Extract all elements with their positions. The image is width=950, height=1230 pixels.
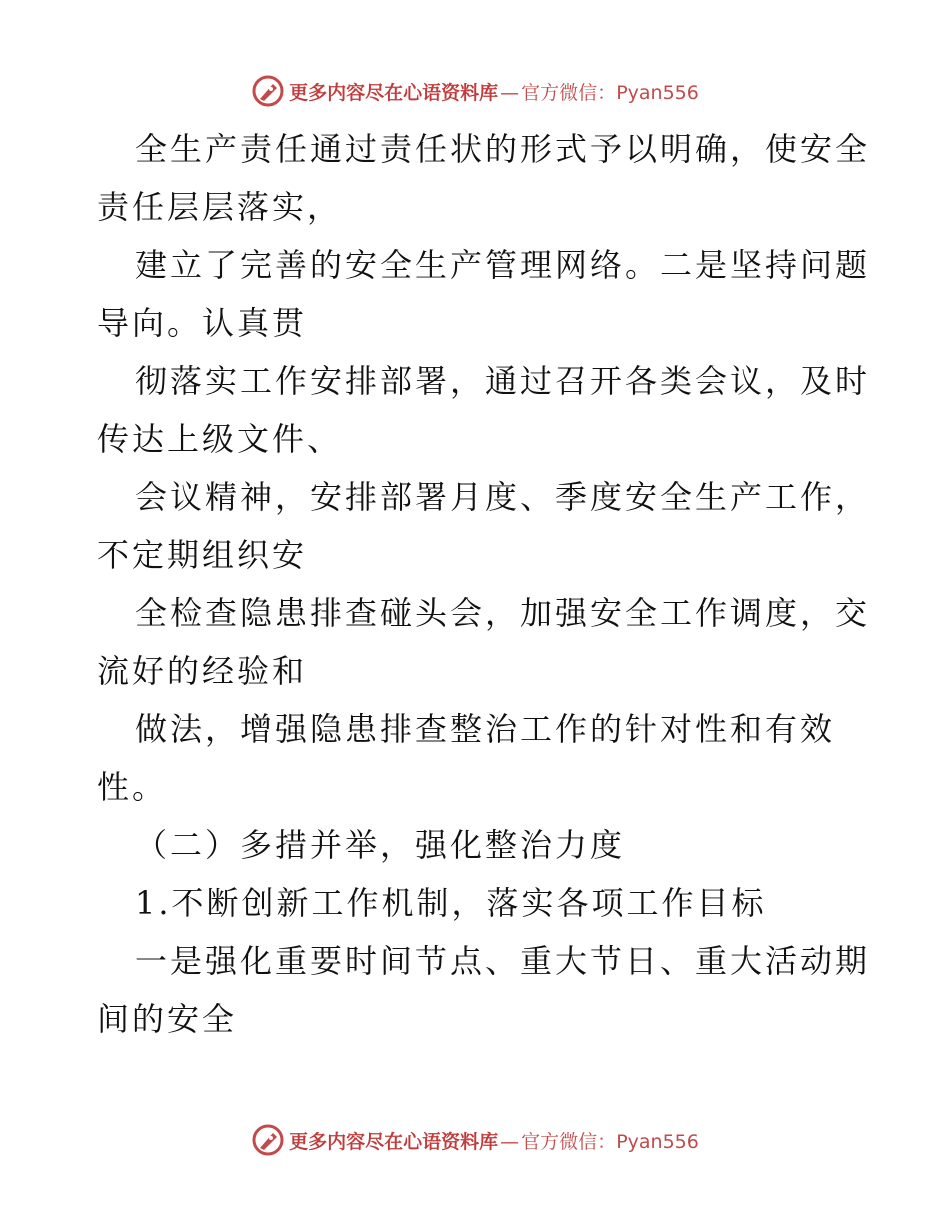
header-text	[289, 78, 699, 105]
body-line: 不定期组织安	[97, 536, 308, 574]
footer-text	[289, 1127, 699, 1154]
body-line: 1.不断创新工作机制，落实各项工作目标	[135, 884, 767, 922]
footer-wechat-account: Pyan556	[616, 1130, 699, 1153]
body-line: 会议精神，安排部署月度、季度安全生产工作，	[135, 478, 871, 516]
footer-banner	[0, 1120, 950, 1160]
footer-site-text: 更多内容尽在心语资料库	[289, 1130, 499, 1153]
body-line: 全检查隐患排查碰头会，加强安全工作调度，交	[135, 594, 871, 632]
header-wechat-account: Pyan556	[616, 81, 699, 104]
pen-nib-logo-icon	[251, 74, 285, 108]
header-wechat-label: 官方微信：	[521, 81, 617, 104]
body-line: 责任层层落实，	[97, 188, 343, 226]
body-line: 流好的经验和	[97, 652, 308, 690]
header-site-text: 更多内容尽在心语资料库	[289, 81, 499, 104]
body-line: 导向。认真贯	[97, 304, 308, 342]
pen-nib-logo-icon	[251, 1123, 285, 1157]
body-line: 全生产责任通过责任状的形式予以明确，使安全	[135, 130, 871, 168]
footer-separator: —	[500, 1130, 520, 1153]
header-banner	[0, 71, 950, 111]
body-line: 间的安全	[97, 1000, 238, 1038]
body-line: 性。	[97, 768, 168, 806]
body-line: （二）多措并举，强化整治力度	[135, 826, 626, 864]
document-body	[97, 120, 871, 1048]
body-line: 一是强化重要时间节点、重大节日、重大活动期	[135, 942, 871, 980]
body-line: 传达上级文件、	[97, 420, 343, 458]
footer-wechat-label: 官方微信：	[521, 1130, 617, 1153]
header-separator: —	[500, 81, 520, 104]
body-line: 建立了完善的安全生产管理网络。二是坚持问题	[135, 246, 871, 284]
body-line: 做法，增强隐患排查整治工作的针对性和有效	[135, 710, 836, 748]
body-line: 彻落实工作安排部署，通过召开各类会议，及时	[135, 362, 871, 400]
